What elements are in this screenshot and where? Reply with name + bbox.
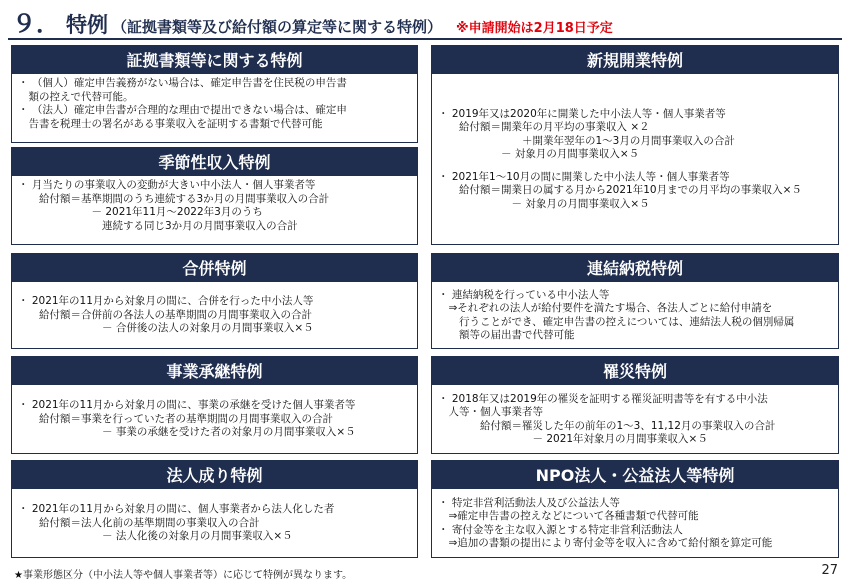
section-header: 新規開業特例 [431, 45, 839, 74]
section-gappei [11, 253, 418, 349]
section-line: － 事業の承継を受けた者の対象月の月間事業収入×５ [18, 426, 356, 439]
section-line: ⇒追加の書類の提出により寄付金等を収入に含めて給付額を算定可能 [438, 537, 773, 549]
section-shinki [431, 45, 839, 245]
section-header: 連結納税特例 [431, 253, 839, 282]
section-line: － 対象月の月間事業収入×５ [438, 197, 650, 210]
section-line: 給付額＝開業年の月平均の事業収入 ×２ [438, 121, 650, 134]
section-line: ・ 寄付金等を主な収入源とする特定非営利活動法人 [438, 523, 683, 536]
section-shoukei [11, 356, 418, 454]
section-line: 告書を税理士の署名がある事業収入を証明する書類で代替可能 [18, 117, 323, 130]
section-body [11, 282, 418, 349]
section-body [11, 385, 418, 454]
section-line: 給付額＝事業を行っていた者の基準期間の月間事業収入の合計 [18, 412, 333, 425]
section-line: － 対象月の月間事業収入×５ [438, 148, 640, 161]
section-npo [431, 460, 839, 558]
section-header: 季節性収入特例 [11, 147, 418, 176]
section-line: － 合併後の法人の対象月の月間事業収入×５ [18, 322, 314, 335]
section-line: ・ （個人）確定申告義務がない場合は、確定申告書を住民税の申告書 [18, 77, 347, 89]
section-line: 給付額＝基準期間のうち連続する3か月の月間事業収入の合計 [18, 192, 330, 205]
section-header: 罹災特例 [431, 356, 839, 385]
title-number: ９． [12, 10, 60, 38]
section-header: 法人成り特例 [11, 460, 418, 489]
section-line: 類の控えで代替可能。 [18, 90, 134, 103]
section-line: 給付額＝開業日の属する月から2021年10月までの月平均の事業収入×５ [438, 184, 802, 197]
section-houjinnari [11, 460, 418, 558]
section-kisetsu [11, 147, 418, 245]
section-line: － 法人化後の対象月の月間事業収入×５ [18, 530, 293, 543]
section-line: 人等・個人事業者等 [438, 406, 543, 418]
section-body [11, 176, 418, 245]
section-line: ・ 2021年の11月から対象月の間に、個人事業者から法人化した者 [18, 503, 335, 516]
section-body [431, 74, 839, 245]
section-line: ⇒確定申告書の控えなどについて各種書類で代替可能 [438, 510, 699, 522]
section-line: 給付額＝合併前の各法人の基準期間の月間事業収入の合計 [18, 308, 312, 321]
section-body [431, 489, 839, 558]
title-main: 特例 [66, 13, 108, 37]
section-line: ・ 月当たりの事業収入の変動が大きい中小法人・個人事業者等 [18, 179, 316, 191]
section-line: 給付額＝罹災した年の前年の1～3、11,12月の事業収入の合計 [438, 419, 776, 432]
section-line: ・ （法人）確定申告書が合理的な理由で提出できない場合は、確定申 [18, 104, 347, 116]
page-title [12, 4, 838, 36]
page-number: 27 [821, 563, 838, 578]
section-line: 給付額＝法人化前の基準期間の事業収入の合計 [18, 516, 260, 529]
section-line: 額等の届出書で代替可能 [438, 329, 575, 341]
section-line: － 2021年11月～2022年3月のうち [18, 206, 263, 218]
section-header: 証拠書類等に関する特例 [11, 45, 418, 74]
section-header: 合併特例 [11, 253, 418, 282]
section-header: NPO法人・公益法人等特例 [431, 460, 839, 489]
section-shouko [11, 45, 418, 143]
section-line: ・ 2021年の11月から対象月の間に、事業の承継を受けた個人事業者等 [18, 399, 356, 412]
section-line: ・ 2018年又は2019年の罹災を証明する罹災証明書等を有する中小法 [438, 392, 768, 405]
section-header: 事業承継特例 [11, 356, 418, 385]
section-line: 連続する同じ3か月の月間事業収入の合計 [18, 219, 298, 232]
section-body [431, 282, 839, 349]
section-line: ・ 特定非営利活動法人及び公益法人等 [438, 496, 620, 509]
title-underline [8, 38, 842, 40]
section-line: ・ 2021年の11月から対象月の間に、合併を行った中小法人等 [18, 295, 314, 308]
section-line: － 2021年対象月の月間事業収入×５ [438, 433, 708, 445]
section-line-spacer [438, 162, 832, 171]
section-line: 行うことができ、確定申告書の控えについては、連結法人税の個別帰属 [438, 315, 795, 328]
title-subtitle: （証拠書類等及び給付額の算定等に関する特例） [112, 18, 443, 36]
section-body [11, 74, 418, 143]
section-line: ・ 連結納税を行っている中小法人等 [438, 288, 610, 301]
section-rissai [431, 356, 839, 454]
section-renketsu [431, 253, 839, 349]
title-application-note: ※申請開始は2月18日予定 [456, 21, 613, 36]
section-line: ・ 2019年又は2020年に開業した中小法人等・個人事業者等 [438, 107, 726, 120]
section-body [11, 489, 418, 558]
section-line: ＋開業年翌年の1～3月の月間事業収入の合計 [438, 134, 735, 147]
footer-note: ★事業形態区分（中小法人等や個人事業者等）に応じて特例が異なります。 [14, 570, 353, 581]
section-body [431, 385, 839, 454]
section-line: ⇒それぞれの法人が給付要件を満たす場合、各法人ごとに給付申請を [438, 302, 773, 314]
section-line: ・ 2021年1～10月の間に開業した中小法人等・個人事業者等 [438, 170, 730, 183]
